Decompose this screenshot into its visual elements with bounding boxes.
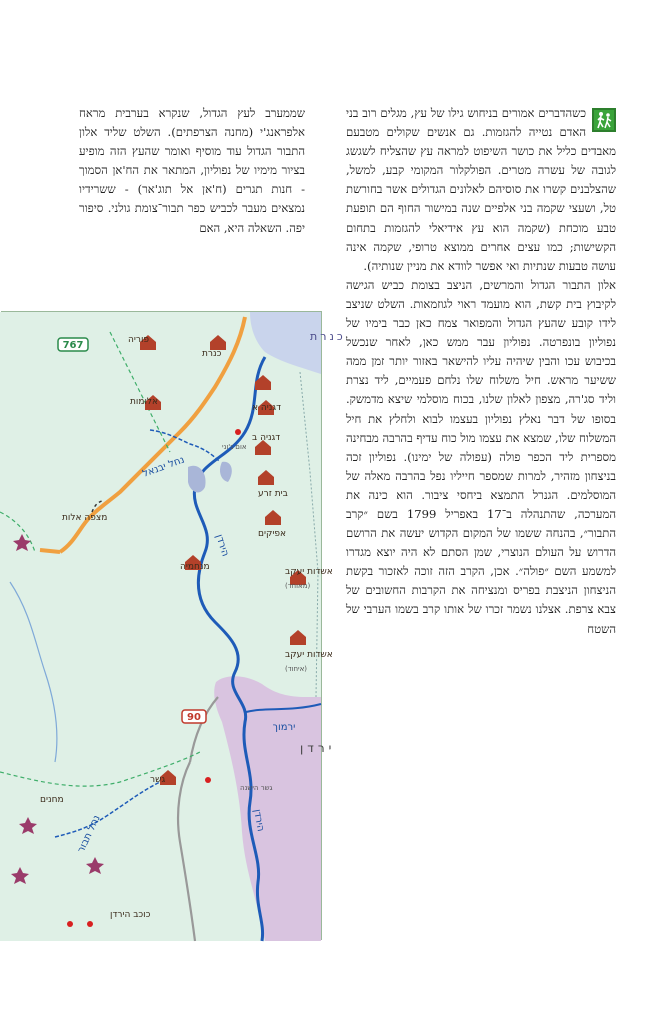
jordan-region-label: ירדן [300,741,336,755]
site-marker [205,777,211,783]
place-ashdot-a-sub: (מאוחד) [285,582,311,590]
place-degania-a: דגניה א [252,403,281,413]
article-paragraph: שממערב לעץ הגדול, שנקרא בערבית מראח אלפראנג'י (מחנה הצרפתים). השלט שליד אלון התבור הגדול עוד מוסיף ואומר שהעץ הזה מופיע בציור מימיו של נפוליון, המתאר את הח'אן הסמוך - חנות תגרים (ח'אן אל תוג'אר) - ששרידיו נמצאים מעבר לכביש כפר תבור־צומת גולני. סיפור יפה. השאלה היא, האם [79,106,305,235]
place-kokhav-hayarden: כוכב הירדן [110,910,151,920]
place-geshet: גשר [150,775,166,785]
place-mitzpe-ilot: מצפה אלות [62,513,108,523]
yarmouk-label: ירמוך [272,722,296,733]
road-90-label: 90 [187,712,201,723]
place-ashdot-b-sub: (איחוד) [285,665,308,673]
region-map [1,311,346,940]
site-marker [235,429,241,435]
place-ashdot-b: אשדות יעקב [285,650,333,660]
place-menahemia: מנחמיה [180,562,210,572]
place-degania-b: דגניה ב [252,433,281,443]
place-poria: פוריה [128,335,150,345]
place-alumot: אלומות [130,397,159,407]
place-kinneret: כנרת [202,349,222,359]
article-paragraph: כשהדברים אמורים בניחוש גילו של עץ, מגלים רוב בני האדם נטייה להגזמות. גם אנשים שקולים מטבעם מאבדים כליל את כושר השיפוט למראה עץ שהצליח לשגשג לגובה של עשרה מטרים. הפולקלור המקומי קבע, למשל, שהצלבנים קשרו את סוסיהם לאלונים הגדולים אשר בחורשת טל, ושעצי שקמה בני אלפיים שנה במישור החוף הם תופעת טבע מוכחת (שקמה הוא עץ אידיאלי להגזמות בתחום הקשישות; כמו עצים אחרים ממוצא טרופי, שקמה אינה עושה טבעות שנתיות ואי אפשר לוודא את מניין שנותיה). [346,106,616,273]
article-left-column [79,104,305,238]
yavneel-stream-label: נחל יבנאל [141,454,187,480]
place-beit-zera: בית זרע [258,489,288,499]
site-marker [67,921,73,927]
place-old-gesher: גשר הישנה [240,784,273,792]
site-marker [87,921,93,927]
place-afikim: אפיקים [258,529,287,539]
article-paragraph: אלון התבור הגדול והמרשים, הניצב בצומת כביש הגישה לקיבוץ בית קשת, הוא מועמד ראוי לגוזמאות. השלט שניצב לידו קובע שהעץ הגדול והמפואר צמח כאן כבר בימיו של נפוליון בונפרטה. נפוליון עבר ממש כאן, לאחר שנכשל בכיבוש עכו והבין שיהיה עליו להישאר באזור יותר זמן ממה ששיער מראש. חיל משלוח שלו נלחם פעמיים, ליד נצרת וליד סג'רה, מצפון לאלון שלנו, בכוח מוסלמי שיצא מדמשק. בסופו של דבר נאלץ נפוליון בעצמו לבוא ולחלץ את חיל המשלוח שלו, שמצא את עצמו מול כוח עדיף בהרבה מבחינה מספרית ליד הכפר פולה (עפולה של ימינו). נפוליון זכה בניצחון מזהיר, למרות שמספר חייליו נפל בהרבה מאלה של המוסלמים. הגנרל התמצא ביחסי ציבור. הוא כינה את המערכה, שהתנהלה ב־17 באפריל 1799 בשם ״קרב התבור״, בהנחה ששמו של המקום הקדוש יעשה את הרושם הדרוש על העולם הנוצרי, שמן הסתם לא היה יוצא מגדרו למשמע השם ״פולה״. אכן, הקרב הזה זוכה לאזכור בקשת הניצחון הניצבת בפריס ומנציחה את הקרבות החשובים של צבא צרפת. אצלנו נשמר זכרו של אותו קרב בשמו הערבי של השטח [345,277,616,636]
map-canvas [0,312,346,941]
place-ashdot-a: אשדות יעקב [285,567,333,577]
lake-label: כנרת [310,330,346,343]
jordan-river-label: הירדן [213,533,231,558]
article-right-column [346,104,616,639]
hiking-icon [592,108,616,132]
place-mahanayim: מחנים [40,795,64,805]
tavor-stream-label: נחל תבור [75,813,103,855]
jordan-river-label-south: הירדן [251,808,266,833]
road-767-label: 767 [62,340,84,351]
place-um-junni: אום ג'וני [222,443,247,451]
